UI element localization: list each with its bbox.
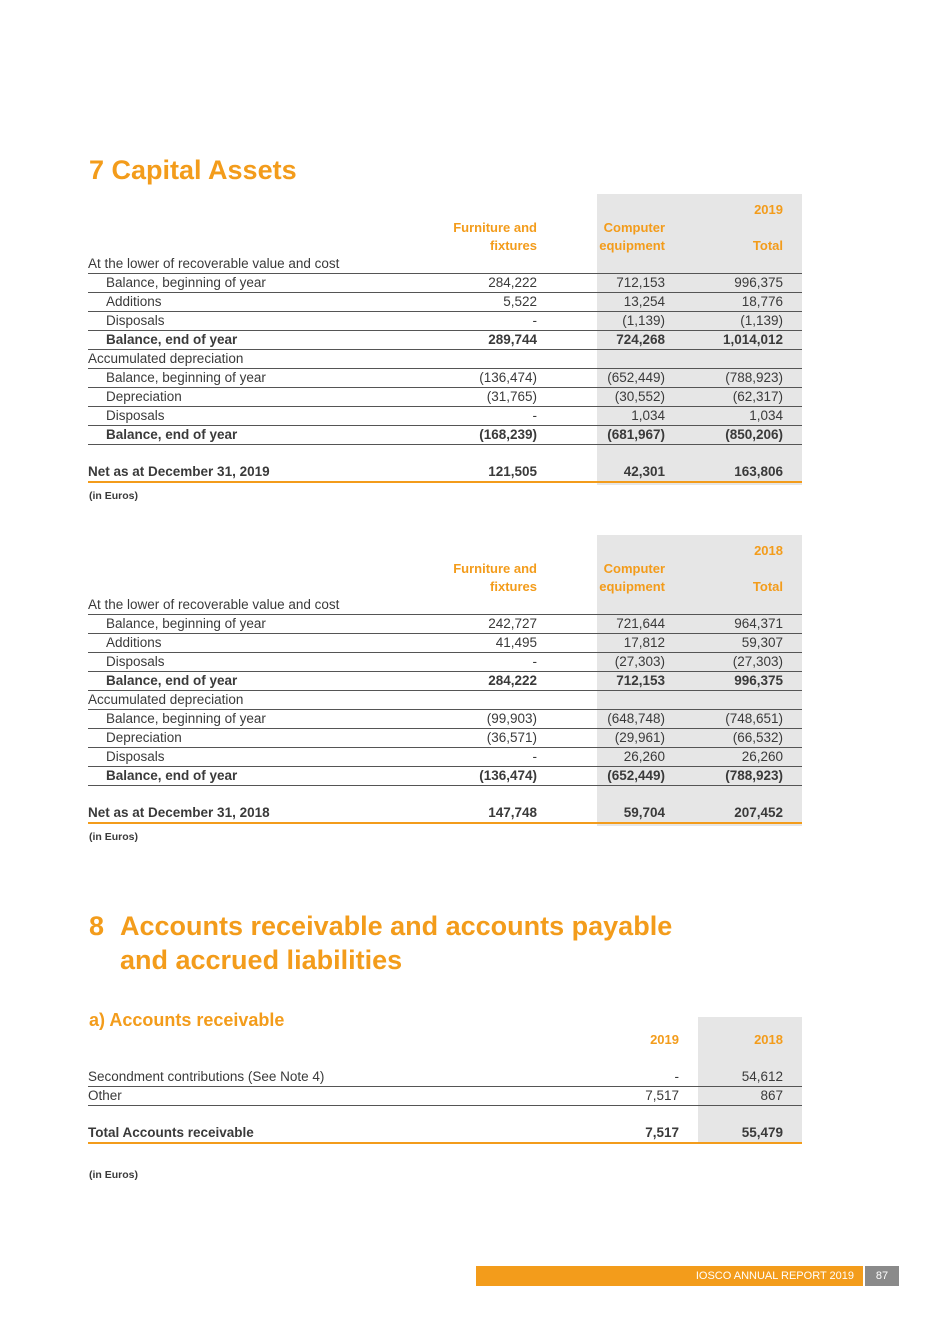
currency-note: (in Euros) <box>89 490 138 502</box>
table-row: At the lower of recoverable value and cost <box>88 596 802 615</box>
section-8-title-line1: Accounts receivable and accounts payable <box>120 911 673 941</box>
footer-report-bar <box>476 1266 863 1286</box>
table-row: Balance, end of year (168,239) (681,967) (850,206) <box>88 426 802 445</box>
col-computer-line2: equipment <box>599 238 665 253</box>
section-8-title <box>89 909 104 943</box>
year-header: 2019 <box>754 202 783 217</box>
col-total: Total <box>752 579 783 594</box>
capital-assets-table-2019 <box>88 201 802 483</box>
table-row: Additions 5,522 13,254 18,776 <box>88 293 802 312</box>
section-8-title-line2: and accrued liabilities <box>120 945 403 975</box>
table-row: Balance, beginning of year 242,727 721,644 964,371 <box>88 615 802 634</box>
table-row: Balance, end of year 284,222 712,153 996,375 <box>88 672 802 691</box>
section-7-title: 7 Capital Assets <box>89 155 297 185</box>
col-furniture-line1: Furniture and <box>453 561 537 576</box>
table-row: Balance, end of year (136,474) (652,449) (788,923) <box>88 767 802 786</box>
col-furniture-line1: Furniture and <box>453 220 537 235</box>
table-row: Depreciation (36,571) (29,961) (66,532) <box>88 729 802 748</box>
table-row: Disposals - 26,260 26,260 <box>88 748 802 767</box>
table-row: Other 7,517 867 <box>88 1087 802 1106</box>
table-row-total: Total Accounts receivable 7,517 55,479 <box>88 1124 802 1143</box>
col-2018: 2018 <box>754 1032 783 1047</box>
subsection-a-title: a) Accounts receivable <box>89 1010 285 1030</box>
table-row: Balance, beginning of year (99,903) (648,748) (748,651) <box>88 710 802 729</box>
table-row: Disposals - 1,034 1,034 <box>88 407 802 426</box>
col-computer-line1: Computer <box>603 220 665 235</box>
table-row: Additions 41,495 17,812 59,307 <box>88 634 802 653</box>
col-total: Total <box>752 238 783 253</box>
col-furniture-line2: fixtures <box>490 579 537 594</box>
footer-report-title: IOSCO ANNUAL REPORT 2019 <box>695 1270 854 1282</box>
table-row: Accumulated depreciation <box>88 691 802 710</box>
table-row: Depreciation (31,765) (30,552) (62,317) <box>88 388 802 407</box>
table-row: Secondment contributions (See Note 4) - 54,612 <box>88 1068 802 1087</box>
table-row: At the lower of recoverable value and cost <box>88 255 802 274</box>
col-computer-line2: equipment <box>599 579 665 594</box>
table-row-net: Net as at December 31, 2018 147,748 59,704 207,452 <box>88 804 802 823</box>
table-row: Balance, beginning of year (136,474) (652,449) (788,923) <box>88 369 802 388</box>
section-8-number: 8 <box>89 911 105 941</box>
currency-note: (in Euros) <box>89 831 138 843</box>
currency-note: (in Euros) <box>89 1169 138 1181</box>
col-computer-line1: Computer <box>603 561 665 576</box>
col-furniture-line2: fixtures <box>490 238 537 253</box>
capital-assets-table-2018 <box>88 542 802 824</box>
table-row: Accumulated depreciation <box>88 350 802 369</box>
table-row: Balance, end of year 289,744 724,268 1,014,012 <box>88 331 802 350</box>
table-row: Disposals - (1,139) (1,139) <box>88 312 802 331</box>
table-row-net: Net as at December 31, 2019 121,505 42,301 163,806 <box>88 463 802 482</box>
col-2019: 2019 <box>650 1032 679 1047</box>
year-header: 2018 <box>754 543 783 558</box>
table-row: Balance, beginning of year 284,222 712,153 996,375 <box>88 274 802 293</box>
table-row: Disposals - (27,303) (27,303) <box>88 653 802 672</box>
accounts-receivable-table <box>88 1031 802 1144</box>
page-number: 87 <box>865 1266 899 1286</box>
